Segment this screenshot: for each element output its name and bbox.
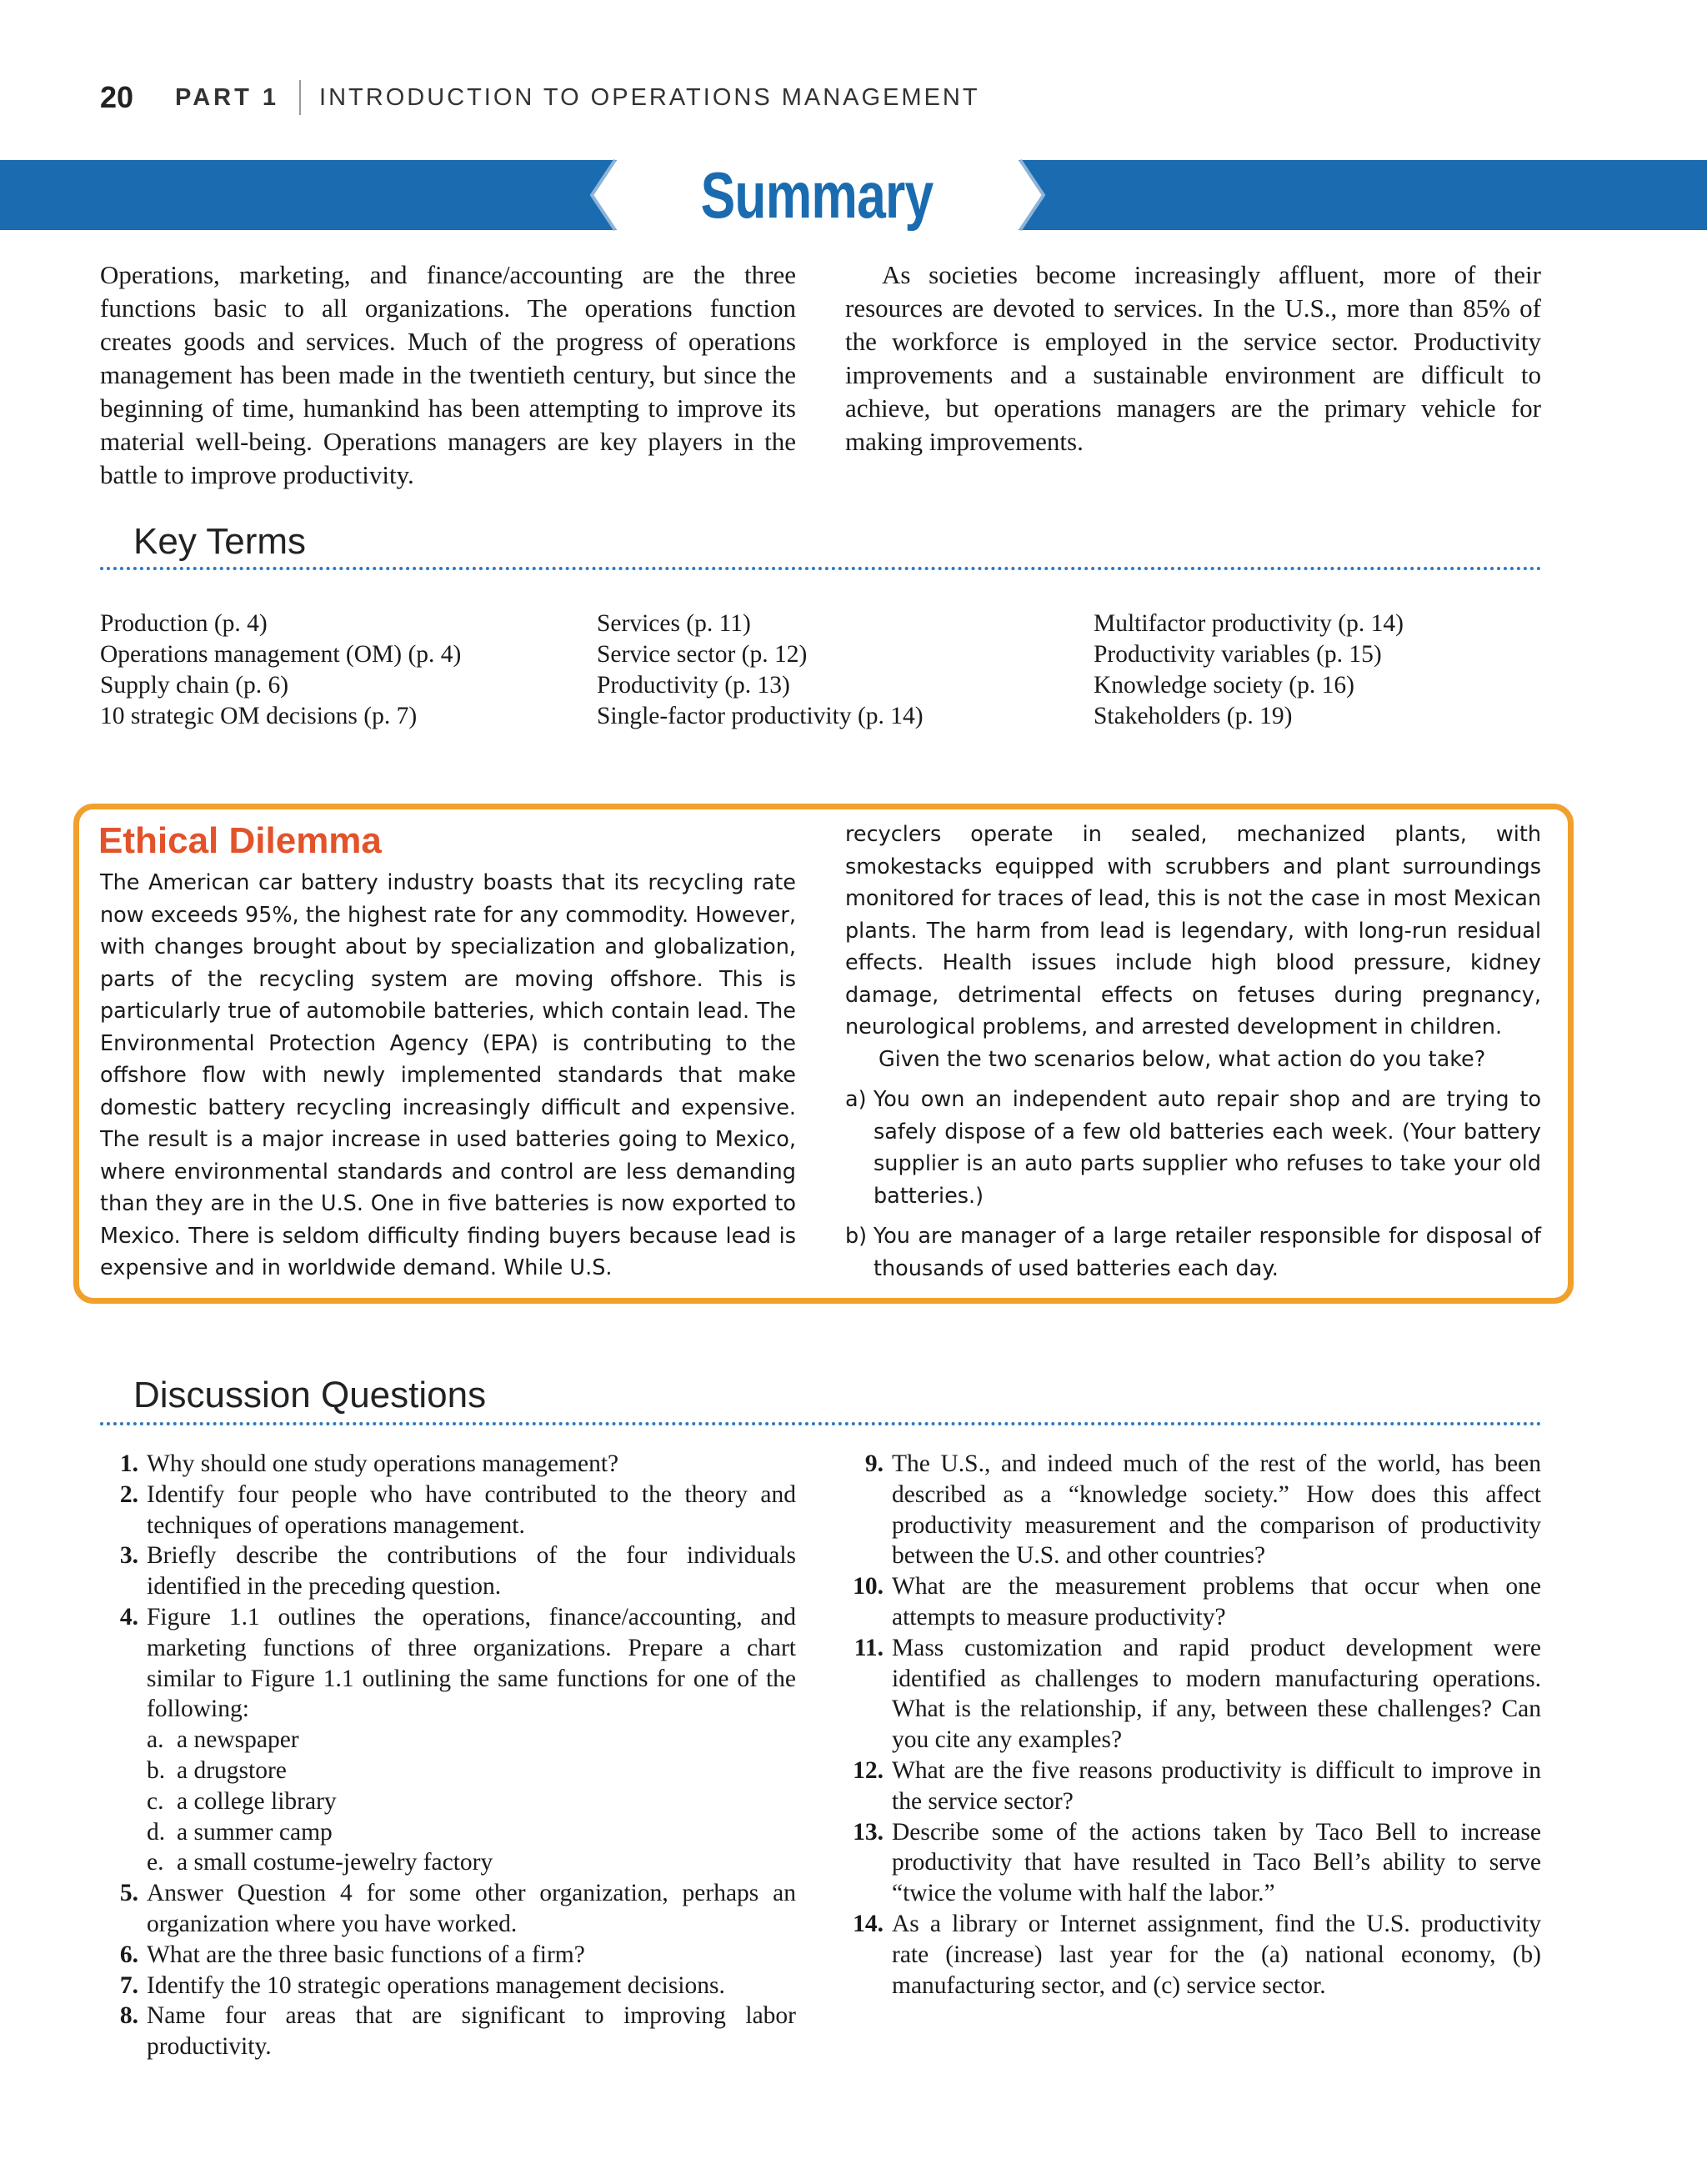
summary-paragraph-2: As societies become increasingly affluent, more of their resources are devoted to services. In the U.S., more than 85% of the workforce is employed in the service sector. Productivity improvements and a sustainable environment are difficult to achieve, but operations managers are the primary vehicle for making improvements. bbox=[845, 260, 1541, 456]
header-divider bbox=[299, 80, 301, 115]
subitem-text: a newspaper bbox=[177, 1726, 299, 1754]
question-number: 6. bbox=[119, 1941, 138, 1968]
subitem-text: a college library bbox=[177, 1787, 337, 1815]
scenario-text: You are manager of a large retailer responsible for disposal of thousands of used batteries each day. bbox=[874, 1224, 1541, 1281]
question-item bbox=[100, 1602, 796, 1725]
ethical-dilemma-title: Ethical Dilemma bbox=[98, 820, 382, 861]
subitem-text: a drugstore bbox=[177, 1756, 287, 1784]
question-item bbox=[837, 1571, 1541, 1633]
subitem-letter: a. bbox=[147, 1726, 164, 1754]
running-header bbox=[100, 77, 980, 118]
question-number: 4. bbox=[119, 1603, 138, 1630]
scenario-a bbox=[845, 1084, 1541, 1212]
ethical-dilemma-paragraph: The American car battery industry boasts that its recycling rate now exceeds 95%, the highest rate for any commodity. However, with changes brought about by specialization and globalization, parts of the recycling system are moving offshore. This is particularly true of automobile batteries, which contain lead. The Environmental Protection Agency (EPA) is contributing to the offshore flow with newly implemented standards that make domestic battery recycling increasingly difficult and expensive. The result is a major increase in used batteries going to Mexico, where environmental standards and control are less demanding than they are in the U.S. One in five batteries is now exported to Mexico. There is seldom difficulty finding buyers because lead is expensive and in worldwide demand. While U.S. bbox=[100, 870, 796, 1280]
key-term: Operations management (OM) (p. 4) bbox=[100, 641, 462, 668]
question-text: What are the three basic functions of a firm? bbox=[147, 1941, 585, 1968]
scenario-label: a) bbox=[845, 1087, 867, 1112]
key-term: Supply chain (p. 6) bbox=[100, 672, 289, 699]
question-item bbox=[100, 1480, 796, 1541]
question-subitem bbox=[100, 1847, 796, 1878]
discussion-questions-heading: Discussion Questions bbox=[133, 1375, 487, 1415]
question-item bbox=[837, 1449, 1541, 1571]
key-term: Stakeholders (p. 19) bbox=[1094, 703, 1293, 729]
key-term: 10 strategic OM decisions (p. 7) bbox=[100, 703, 418, 729]
scenario-text: You own an independent auto repair shop and are trying to safely dispose of a few old batteries each week. (Your battery supplier is an auto parts supplier who refuses to take your old batteries.) bbox=[874, 1087, 1541, 1209]
question-number: 9. bbox=[864, 1450, 884, 1477]
summary-right-column bbox=[845, 258, 1541, 458]
ethical-dilemma-left-column bbox=[100, 867, 796, 1285]
page-number: 20 bbox=[100, 80, 134, 114]
question-item bbox=[100, 1878, 796, 1940]
question-item bbox=[837, 1817, 1541, 1909]
summary-title: Summary bbox=[700, 158, 934, 232]
key-term: Production (p. 4) bbox=[100, 610, 268, 637]
key-term: Knowledge society (p. 16) bbox=[1094, 672, 1354, 699]
key-terms-column-1 bbox=[100, 609, 461, 732]
discussion-right-column bbox=[837, 1449, 1541, 2001]
question-number: 8. bbox=[119, 2002, 138, 2030]
key-term: Multifactor productivity (p. 14) bbox=[1094, 610, 1404, 637]
subitem-letter: b. bbox=[147, 1756, 166, 1784]
question-number: 5. bbox=[119, 1880, 138, 1907]
question-item bbox=[837, 1909, 1541, 2001]
question-number: 14. bbox=[853, 1910, 884, 1937]
scenario-label: b) bbox=[845, 1224, 868, 1249]
question-item bbox=[100, 1971, 796, 2001]
subitem-letter: c. bbox=[147, 1787, 164, 1815]
question-text: Identify four people who have contributed to the theory and techniques of operations management. bbox=[147, 1480, 796, 1539]
question-item bbox=[100, 1540, 796, 1602]
question-item bbox=[100, 1940, 796, 1971]
question-text: What are the measurement problems that occur when one attempts to measure productivity? bbox=[892, 1573, 1541, 1630]
question-text: What are the five reasons productivity is difficult to improve in the service sector? bbox=[892, 1756, 1541, 1815]
key-term: Productivity (p. 13) bbox=[597, 672, 790, 699]
key-term: Services (p. 11) bbox=[597, 610, 751, 637]
question-subitem bbox=[100, 1756, 796, 1786]
subitem-text: a summer camp bbox=[177, 1818, 333, 1846]
question-item bbox=[837, 1756, 1541, 1817]
summary-left-column bbox=[100, 258, 796, 492]
ethical-dilemma-paragraph-cont: recyclers operate in sealed, mechanized plants, with smokestacks equipped with scrubbers and plant surroundings monitored for traces of lead, this is not the case in most Mexican plants. The harm from lead is legendary, with long-run residual effects. Health issues include high blood pressure, kidney damage, detrimental effects on fetuses during pregnancy, neurological problems, and arrested development in children. bbox=[845, 822, 1541, 1039]
question-number: 7. bbox=[119, 1971, 138, 1999]
question-text: Answer Question 4 for some other organization, perhaps an organization where you have worked. bbox=[147, 1880, 796, 1937]
subitem-text: a small costume-jewelry factory bbox=[177, 1849, 493, 1876]
question-text: The U.S., and indeed much of the rest of the world, has been described as a “knowledge society.” How does this affect productivity measurement and the comparison of productivity between the U.S. and other countries? bbox=[892, 1450, 1541, 1570]
question-number: 10. bbox=[853, 1573, 884, 1600]
question-text: Figure 1.1 outlines the operations, finance/accounting, and marketing functions of three organizations. Prepare a chart similar to Figure 1.1 outlining the same functions for one of the following: bbox=[147, 1603, 796, 1723]
question-text: As a library or Internet assignment, find the U.S. productivity rate (increase) last year for the (a) national economy, (b) manufacturing sector, and (c) service sector. bbox=[892, 1910, 1541, 1999]
key-term: Productivity variables (p. 15) bbox=[1094, 641, 1382, 668]
subitem-letter: d. bbox=[147, 1818, 166, 1846]
question-number: 2. bbox=[119, 1480, 138, 1508]
question-text: Name four areas that are significant to improving labor productivity. bbox=[147, 2002, 796, 2061]
ethical-dilemma-question: Given the two scenarios below, what action do you take? bbox=[879, 1046, 1486, 1072]
summary-paragraph-1: Operations, marketing, and finance/accounting are the three functions basic to all organizations. The operations function creates goods and services. Much of the progress of operations management has been made in the twentieth century, but since the beginning of time, humankind has been attempting to improve its material well-being. Operations managers are key players in the battle to improve productivity. bbox=[100, 260, 796, 489]
question-number: 12. bbox=[853, 1756, 884, 1784]
question-text: Describe some of the actions taken by Taco Bell to increase productivity that have resulted in Taco Bell’s ability to serve “twice the volume with half the labor.” bbox=[892, 1818, 1541, 1907]
banner-left-bar bbox=[0, 160, 617, 230]
key-term: Single-factor productivity (p. 14) bbox=[597, 703, 924, 729]
question-number: 1. bbox=[119, 1450, 138, 1477]
subitem-letter: e. bbox=[147, 1849, 164, 1876]
question-text: Briefly describe the contributions of the four individuals identified in the preceding question. bbox=[147, 1542, 796, 1600]
question-subitem bbox=[100, 1786, 796, 1817]
key-terms-heading: Key Terms bbox=[133, 521, 307, 562]
question-number: 3. bbox=[119, 1542, 138, 1570]
question-item bbox=[100, 2001, 796, 2062]
scenario-b bbox=[845, 1220, 1541, 1285]
key-terms-divider bbox=[100, 567, 1542, 570]
discussion-divider bbox=[100, 1422, 1542, 1425]
key-terms-column-2 bbox=[597, 609, 924, 732]
discussion-left-column bbox=[100, 1449, 796, 2062]
key-terms-column-3 bbox=[1094, 609, 1404, 732]
question-number: 11. bbox=[854, 1634, 884, 1661]
question-subitem bbox=[100, 1725, 796, 1756]
question-item bbox=[837, 1633, 1541, 1756]
question-text: Why should one study operations management? bbox=[147, 1450, 619, 1477]
question-text: Identify the 10 strategic operations management decisions. bbox=[147, 1971, 725, 1999]
ethical-dilemma-right-column bbox=[845, 819, 1541, 1285]
question-subitem bbox=[100, 1817, 796, 1848]
question-text: Mass customization and rapid product development were identified as challenges to modern manufacturing operations. What is the relationship, if any, between these challenges? Can you cite any examples? bbox=[892, 1634, 1541, 1754]
key-term: Service sector (p. 12) bbox=[597, 641, 808, 668]
part-title: INTRODUCTION TO OPERATIONS MANAGEMENT bbox=[319, 83, 980, 111]
banner-right-bar bbox=[1019, 160, 1707, 230]
part-label: PART 1 bbox=[175, 83, 280, 111]
question-item bbox=[100, 1449, 796, 1480]
question-number: 13. bbox=[853, 1818, 884, 1846]
